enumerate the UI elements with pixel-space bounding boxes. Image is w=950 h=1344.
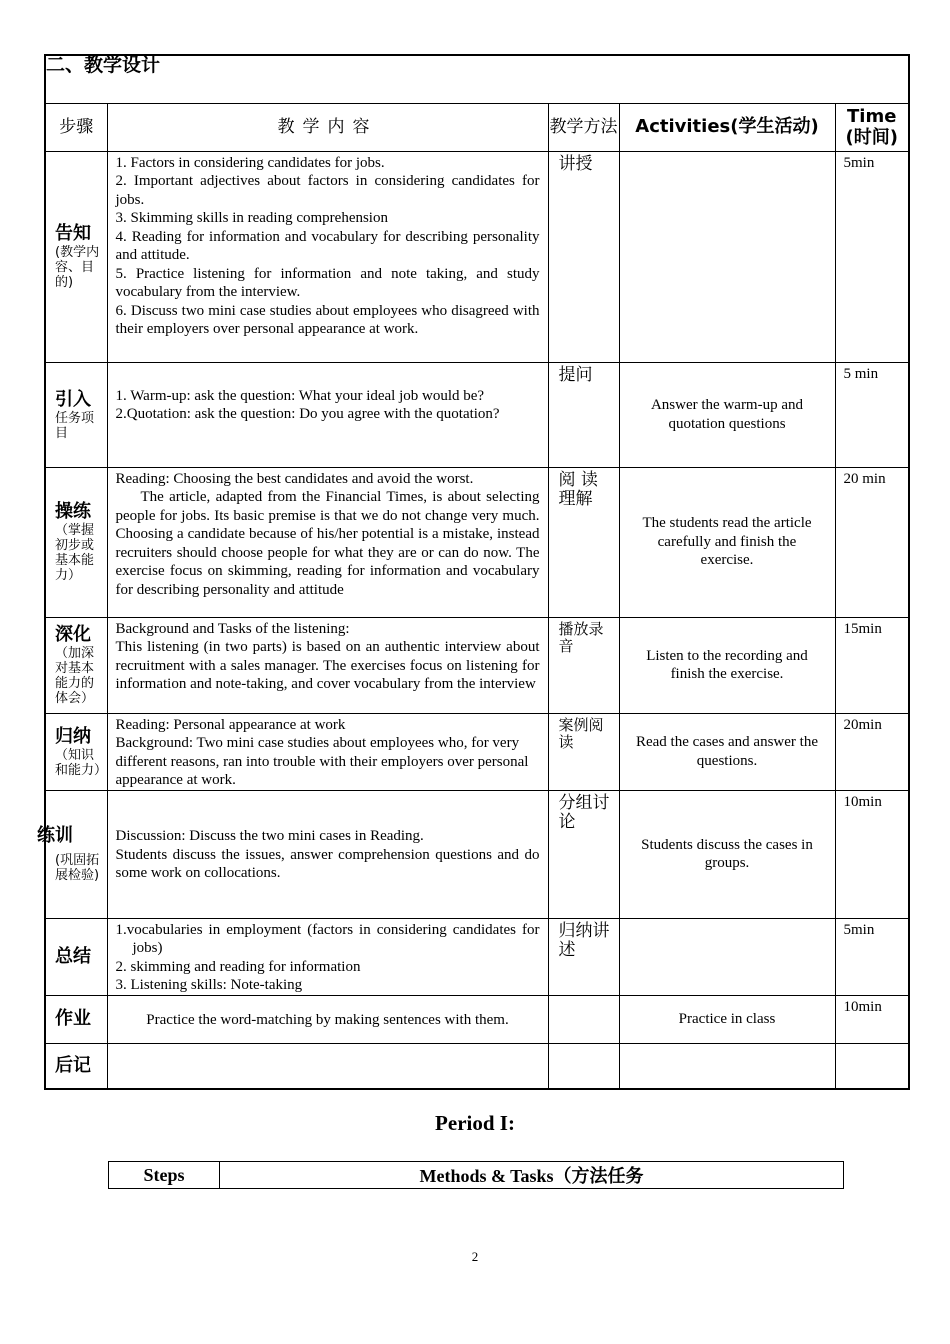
- period-header-row: [109, 1162, 844, 1189]
- step-subtitle: （知识和能力）: [55, 747, 108, 778]
- method-cell: 播放录音: [548, 617, 619, 713]
- time-cell: [835, 1043, 909, 1089]
- table-row: [45, 713, 909, 790]
- step-cell: [45, 617, 107, 713]
- step-cell: [45, 362, 107, 467]
- step-subtitle: (教学内容、目的): [55, 245, 100, 290]
- time-cell: 20 min: [835, 467, 909, 617]
- method-cell: 提问: [548, 362, 619, 467]
- method-cell: 归纳讲述: [548, 918, 619, 995]
- step-cell: [45, 713, 107, 790]
- method-cell: [548, 1043, 619, 1089]
- content-line: 2. Important adjectives about factors in considering candidates for jobs.: [115, 173, 540, 208]
- method-cell: 讲授: [548, 151, 619, 362]
- table-row: [45, 151, 909, 362]
- content-line: Discussion: Discuss the two mini cases in Reading.: [115, 828, 424, 845]
- content-line: Students discuss the issues, answer comprehension questions and do some work on collocations.: [115, 846, 540, 882]
- step-title: 练训: [37, 825, 73, 846]
- activity-cell: [619, 1043, 835, 1089]
- period-title: Period I:: [435, 1111, 515, 1135]
- table-row: [45, 790, 909, 918]
- step-cell: [45, 151, 107, 362]
- table-row: [45, 617, 909, 713]
- step-title: 总结: [55, 945, 91, 967]
- method-cell: 案例阅读: [548, 713, 619, 790]
- period-header-methods: Methods & Tasks（方法任务: [220, 1162, 844, 1189]
- content-line: 5. Practice listening for information and note taking, and study vocabulary from the interview.: [115, 265, 540, 300]
- content-line: Reading: Choosing the best candidates and avoid the worst.: [115, 470, 474, 487]
- table-row: [45, 918, 909, 995]
- time-cell: 5 min: [835, 362, 909, 467]
- step-title: 归纳: [55, 725, 91, 747]
- teaching-design-table: [37, 54, 910, 1090]
- header-activities: Activities(学生活动): [619, 103, 835, 151]
- content-line: Background and Tasks of the listening:: [115, 620, 350, 637]
- time-cell: 10min: [835, 790, 909, 918]
- time-cell: 20min: [835, 713, 909, 790]
- activity-cell: Practice in class: [619, 995, 835, 1043]
- activity-cell: Listen to the recording and finish the exercise.: [619, 617, 835, 713]
- page-number: 2: [471, 1249, 479, 1264]
- step-cell: [45, 918, 107, 995]
- content-line: Background: Two mini case studies about employees who, for very different reasons, ran into trouble with their employers over personal appearance at work.: [115, 735, 529, 788]
- step-subtitle: （掌握初步或基本能力）: [55, 523, 95, 583]
- content-line: 6. Discuss two mini case studies about employees who disagreed with their employers over personal appearance at work.: [115, 302, 540, 337]
- content-cell: [107, 617, 548, 713]
- activity-cell: Students discuss the cases in groups.: [619, 790, 835, 918]
- activity-cell: [619, 151, 835, 362]
- time-cell: 5min: [835, 918, 909, 995]
- step-title: 深化: [55, 624, 91, 645]
- content-cell: [107, 713, 548, 790]
- header-time: Time (时间): [835, 103, 909, 151]
- content-cell: [107, 467, 548, 617]
- activity-cell: Read the cases and answer the questions.: [619, 713, 835, 790]
- content-line: 1.vocabularies in employment (factors in considering candidates for jobs): [115, 921, 540, 956]
- content-line: 3. Skimming skills in reading comprehension: [115, 210, 388, 226]
- content-line: 2. skimming and reading for information: [115, 958, 361, 975]
- content-cell: [107, 362, 548, 467]
- step-title: 引入: [55, 388, 91, 410]
- table-row: [45, 995, 909, 1043]
- method-cell: 分组讨论: [548, 790, 619, 918]
- content-cell: [107, 918, 548, 995]
- step-subtitle: 任务项目: [55, 410, 95, 441]
- content-line: 4. Reading for information and vocabulary for describing personality and attitude.: [115, 228, 540, 263]
- step-title: 操练: [55, 501, 91, 522]
- method-cell: [548, 995, 619, 1043]
- step-title: 作业: [55, 1008, 91, 1029]
- time-cell: 10min: [835, 995, 909, 1043]
- header-row: [45, 103, 909, 151]
- time-cell: 5min: [835, 151, 909, 362]
- content-line: Practice the word-matching by making sentences with them.: [146, 1011, 509, 1028]
- content-line: 1. Factors in considering candidates for jobs.: [115, 154, 385, 171]
- content-line: 1. Warm-up: ask the question: What your ideal job would be?: [115, 387, 485, 404]
- table-row: [45, 1043, 909, 1089]
- header-step: 步骤: [45, 103, 107, 151]
- table-row: [45, 362, 909, 467]
- period-header-steps: Steps: [109, 1162, 220, 1189]
- step-cell: [45, 467, 107, 617]
- content-line: 2.Quotation: ask the question: Do you agree with the quotation?: [115, 406, 500, 422]
- step-title: 告知: [55, 223, 91, 244]
- activity-cell: The students read the article carefully and finish the exercise.: [619, 467, 835, 617]
- step-cell: [45, 1043, 107, 1089]
- content-cell: [107, 1043, 548, 1089]
- content-line: Reading: Personal appearance at work: [115, 716, 346, 733]
- activity-cell: [619, 918, 835, 995]
- time-cell: 15min: [835, 617, 909, 713]
- header-content: 教学内容: [107, 103, 548, 151]
- content-line: The article, adapted from the Financial Times, is about selecting people for jobs. Its basic premise is that we do not change very much. Choosing a candidate because of his/her potential is a mistake, instead recruiters should choose people for what they are or can do now. The exercise focus on skimming, reading for information and vocabulary for describing personality and attitude: [115, 489, 540, 598]
- step-cell: [37, 790, 107, 918]
- header-method: 教学方法: [548, 103, 619, 151]
- step-title: 后记: [55, 1054, 91, 1076]
- content-line: This listening (in two parts) is based on an authentic interview about recruitment with a sales manager. The exercises focus on listening for information and note-taking, and cover vocabulary from the interview: [115, 639, 540, 692]
- period-table: [108, 1161, 844, 1189]
- content-cell: [107, 151, 548, 362]
- table-row: [45, 467, 909, 617]
- method-cell: 阅 读 理解: [548, 467, 619, 617]
- content-cell: [107, 995, 548, 1043]
- activity-cell: Answer the warm-up and quotation questions: [619, 362, 835, 467]
- section-title: 二、教学设计: [45, 55, 909, 103]
- content-cell: [107, 790, 548, 918]
- step-subtitle: （加深对基本能力的体会）: [55, 646, 95, 706]
- step-subtitle: (巩固拓展检验): [55, 853, 100, 883]
- content-line: 3. Listening skills: Note-taking: [115, 977, 303, 993]
- step-cell: [45, 995, 107, 1043]
